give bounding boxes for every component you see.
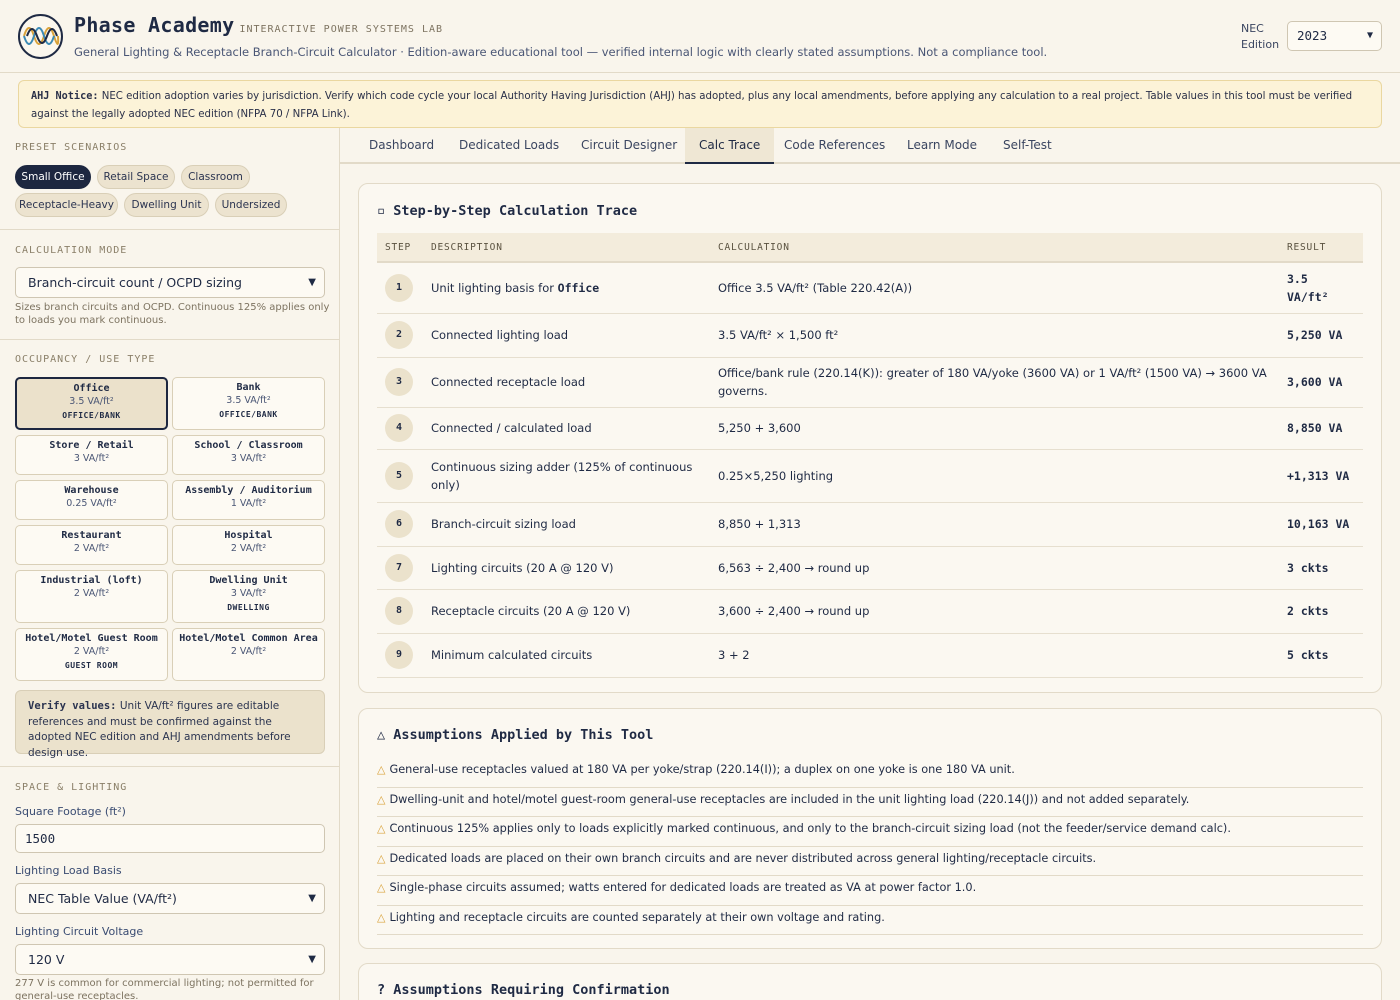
occupancy-hotel-common-area[interactable] [172,628,325,681]
tab-calc-trace[interactable]: Calc Trace [685,128,774,164]
step-cell [377,262,423,313]
confirmation-card [358,963,1382,1000]
assumption-text: General-use receptacles valued at 180 VA per yoke/strap (220.14(I)); a duplex on one yoke is one 180 VA unit. [389,763,1015,776]
assumption-text: Dwelling-unit and hotel/motel guest-room general-use receptacles are included in the unit lighting load (220.14(J)) and not added separately. [389,792,1190,806]
edition-select-value: 2023 [1297,28,1328,43]
divider [0,229,339,230]
step-cell [377,407,423,449]
edition-select[interactable] [1287,21,1382,51]
preset-classroom[interactable]: Classroom [181,165,250,189]
assumption-text: Lighting and receptacle circuits are counted separately at their own voltage and rating. [389,910,885,924]
tab-code-references[interactable]: Code References [784,138,886,152]
step-cell [377,313,423,357]
occupancy-warehouse[interactable] [15,480,168,520]
tab-self-test[interactable]: Self-Test [1003,138,1052,152]
calculation-cell: 5,250 + 3,600 [710,407,1279,449]
lighting-basis-select[interactable] [15,883,325,914]
calculation-cell: Office/bank rule (220.14(K)): greater of 180 VA/yoke (3600 VA) or 1 VA/ft² (1500 VA) → 3600 VA governs. [710,357,1279,407]
occupancy-office[interactable] [15,377,168,430]
occupancy-va: 3.5 VA/ft² [69,396,114,407]
occupancy-store-retail[interactable] [15,435,168,475]
occupancy-name: Hotel/Motel Common Area [179,633,318,644]
occupancy-va: 1 VA/ft² [230,498,267,509]
tab-dashboard[interactable]: Dashboard [369,138,435,152]
lighting-voltage-value: 120 V [28,952,65,967]
table-row [377,502,1363,546]
description-text: Unit lighting basis for [431,280,558,295]
result-cell: 3.5 VA/ft² [1279,262,1363,313]
step-number: 2 [385,321,413,349]
description-cell: Lighting circuits (20 A @ 120 V) [423,546,710,589]
description-cell: Connected receptacle load [423,357,710,407]
occupancy-va: 3 VA/ft² [73,453,110,464]
occupancy-tag: OFFICE/BANK [219,410,278,419]
divider [0,339,339,340]
occupancy-va: 3.5 VA/ft² [226,395,271,406]
occupancy-hospital[interactable] [172,525,325,565]
mode-hint: Sizes branch circuits and OCPD. Continuous 125% applies only to loads you mark continuous. [15,302,330,326]
sqft-input[interactable]: 1500 [15,824,325,853]
occupancy-name: Hospital [224,530,273,541]
assumptions-title [377,727,653,743]
trace-title [377,203,637,219]
edition-label [1241,21,1279,53]
occupancy-va: 3 VA/ft² [230,588,267,599]
assumption-item [377,876,1363,906]
header-result: RESULT [1279,233,1363,262]
confirmation-title [377,982,670,998]
occupancy-name: Dwelling Unit [209,575,288,586]
occupancy-restaurant[interactable] [15,525,168,565]
brand-name: Phase Academy [74,13,235,37]
occupancy-name: Hotel/Motel Guest Room [25,633,158,644]
notice-text: NEC edition adoption varies by jurisdiction. Verify which code cycle your local Authority Having Jurisdiction (AHJ) has adopted, plus any local amendments, before applying any calculation to a real project. Table values in this tool must be verified against the legally adopted NEC edition (NFPA 70 / NFPA Link). [31,91,1353,120]
calculation-cell: 6,563 ÷ 2,400 → round up [710,546,1279,589]
voltage-hint: 277 V is common for commercial lighting; not permitted for general-use receptacles. [15,978,314,1000]
assumption-item [377,817,1363,847]
description-cell [423,262,710,313]
step-number: 4 [385,414,413,442]
result-cell: 5 ckts [1279,633,1363,677]
preset-dwelling-unit[interactable]: Dwelling Unit [124,193,209,217]
result-cell: 3 ckts [1279,546,1363,589]
step-number: 3 [385,368,413,396]
occupancy-assembly-auditorium[interactable] [172,480,325,520]
occupancy-va: 3 VA/ft² [230,453,267,464]
occupancy-va: 2 VA/ft² [73,588,110,599]
step-cell [377,357,423,407]
preset-retail-space[interactable]: Retail Space [97,165,175,189]
table-row [377,357,1363,407]
occupancy-hotel-guest-room[interactable] [15,628,168,681]
occupancy-title: OCCUPANCY / USE TYPE [15,354,156,365]
verify-label: Verify values: [28,700,117,712]
header-description: General Lighting & Receptacle Branch-Circuit Calculator · Edition-aware educational tool — verified internal logic with clearly stated assumptions. Not a compliance tool. [74,45,1048,59]
table-row [377,262,1363,313]
occupancy-name: Store / Retail [49,440,134,451]
app-header [0,0,1400,73]
result-cell: 5,250 VA [1279,313,1363,357]
assumption-item [377,788,1363,818]
header-step: STEP [377,233,423,262]
chevron-down-icon: ▼ [308,893,316,904]
occupancy-va: 2 VA/ft² [230,543,267,554]
divider [0,766,339,767]
step-number: 1 [385,274,413,302]
space-title: SPACE & LIGHTING [15,782,128,793]
tab-dedicated-loads[interactable]: Dedicated Loads [459,138,560,152]
step-number: 5 [385,462,413,490]
occupancy-va: 2 VA/ft² [73,646,110,657]
assumption-text: Single-phase circuits assumed; watts entered for dedicated loads are treated as VA at power factor 1.0. [389,881,977,894]
occupancy-name: Industrial (loft) [40,575,143,586]
step-cell [377,633,423,677]
tab-circuit-designer[interactable]: Circuit Designer [581,138,678,152]
calculation-mode-value: Branch-circuit count / OCPD sizing [28,275,242,290]
preset-small-office[interactable]: Small Office [15,165,91,189]
table-row [377,546,1363,589]
mode-title: CALCULATION MODE [15,245,128,256]
calculation-cell: 3 + 2 [710,633,1279,677]
preset-undersized[interactable]: Undersized [215,193,287,217]
step-cell [377,589,423,633]
assumption-item [377,758,1363,788]
sine-wave-icon [20,16,61,57]
presets-title: PRESET SCENARIOS [15,142,128,153]
calculation-cell: 3.5 VA/ft² × 1,500 ft² [710,313,1279,357]
description-cell: Connected / calculated load [423,407,710,449]
ahj-notice [18,80,1382,128]
sqft-label: Square Footage (ft²) [15,805,126,818]
calculation-cell: 8,850 + 1,313 [710,502,1279,546]
assumptions-title-text: Assumptions Applied by This Tool [393,727,654,743]
square-icon: ▫ [377,203,386,219]
sidebar [0,128,340,1000]
calculation-cell: 3,600 ÷ 2,400 → round up [710,589,1279,633]
table-row [377,407,1363,449]
assumption-item [377,906,1363,936]
occupancy-name: Bank [236,382,261,393]
assumption-text: Continuous 125% applies only to loads explicitly marked continuous, and only to the branch-circuit sizing load (not the feeder/service demand calc). [389,822,1231,835]
occupancy-tag: GUEST ROOM [64,661,119,670]
step-number: 9 [385,641,413,669]
calculation-mode-select[interactable] [15,267,325,298]
occupancy-va: 0.25 VA/ft² [66,498,117,509]
occupancy-va: 2 VA/ft² [230,646,267,657]
occupancy-name: Warehouse [64,485,119,496]
description-cell: Receptacle circuits (20 A @ 120 V) [423,589,710,633]
chevron-down-icon: ▼ [308,277,316,288]
warning-icon: △ [377,910,386,924]
verify-text: Unit VA/ft² figures are editable references and must be confirmed against the adopted NEC edition and AHJ amendments before design use. [28,700,291,759]
warning-icon: △ [377,792,386,806]
triangle-icon: △ [377,727,386,743]
preset-receptacle-heavy[interactable]: Receptacle-Heavy [15,193,118,217]
trace-title-text: Step-by-Step Calculation Trace [393,203,638,219]
result-cell: 8,850 VA [1279,407,1363,449]
occupancy-dwelling-unit[interactable] [172,570,325,623]
step-cell [377,502,423,546]
edition-label-line2: Edition [1241,38,1280,51]
occupancy-name: School / Classroom [194,440,303,451]
calculation-cell: 0.25×5,250 lighting [710,449,1279,502]
header-description: DESCRIPTION [423,233,710,262]
occupancy-tag: OFFICE/BANK [62,411,121,420]
tab-learn-mode[interactable]: Learn Mode [907,138,978,152]
edition-label-line1: NEC [1241,22,1264,35]
table-header-row [377,233,1363,262]
warning-icon: △ [377,851,386,865]
table-row [377,313,1363,357]
chevron-down-icon: ▼ [1366,30,1373,41]
step-number: 8 [385,597,413,625]
confirmation-title-text: Assumptions Requiring Confirmation [393,982,670,998]
brand [74,13,443,37]
result-cell: 2 ckts [1279,589,1363,633]
assumption-text: Dedicated loads are placed on their own branch circuits and are never distributed across general lighting/receptacle circuits. [389,851,1097,865]
warning-icon: △ [377,822,386,835]
description-cell: Connected lighting load [423,313,710,357]
voltage-label: Lighting Circuit Voltage [15,925,144,938]
result-cell: +1,313 VA [1279,449,1363,502]
occupancy-name: Office [73,383,110,394]
occupancy-bank[interactable] [172,377,325,430]
occupancy-name: Assembly / Auditorium [185,485,312,496]
description-cell: Continuous sizing adder (125% of continuous only) [423,449,710,502]
tab-bar [340,128,1400,164]
occupancy-school-classroom[interactable] [172,435,325,475]
description-cell: Minimum calculated circuits [423,633,710,677]
step-number: 7 [385,554,413,582]
assumptions-card [358,708,1382,949]
assumption-item [377,847,1363,877]
lighting-voltage-select[interactable] [15,944,325,975]
basis-label: Lighting Load Basis [15,864,122,877]
calculation-trace-card [358,183,1382,693]
logo [18,14,63,59]
calculation-cell: Office 3.5 VA/ft² (Table 220.42(A)) [710,262,1279,313]
header-calculation: CALCULATION [710,233,1279,262]
result-cell: 10,163 VA [1279,502,1363,546]
step-cell [377,449,423,502]
brand-subtitle: INTERACTIVE POWER SYSTEMS LAB [239,24,444,35]
occupancy-industrial-loft[interactable] [15,570,168,623]
step-cell [377,546,423,589]
occupancy-tag: DWELLING [227,603,270,612]
table-row [377,449,1363,502]
lighting-basis-value: NEC Table Value (VA/ft²) [28,891,177,906]
occupancy-va: 2 VA/ft² [73,543,110,554]
description-bold: Office [557,280,600,295]
verify-values-note [15,690,325,759]
chevron-down-icon: ▼ [308,954,316,965]
trace-table [377,233,1363,678]
occupancy-name: Restaurant [61,530,122,541]
table-row [377,633,1363,677]
warning-icon: △ [377,881,386,894]
notice-label: AHJ Notice: [31,91,99,102]
description-cell: Branch-circuit sizing load [423,502,710,546]
warning-icon: △ [377,763,386,776]
step-number: 6 [385,510,413,538]
question-icon: ? [377,982,386,998]
table-row [377,589,1363,633]
result-cell: 3,600 VA [1279,357,1363,407]
